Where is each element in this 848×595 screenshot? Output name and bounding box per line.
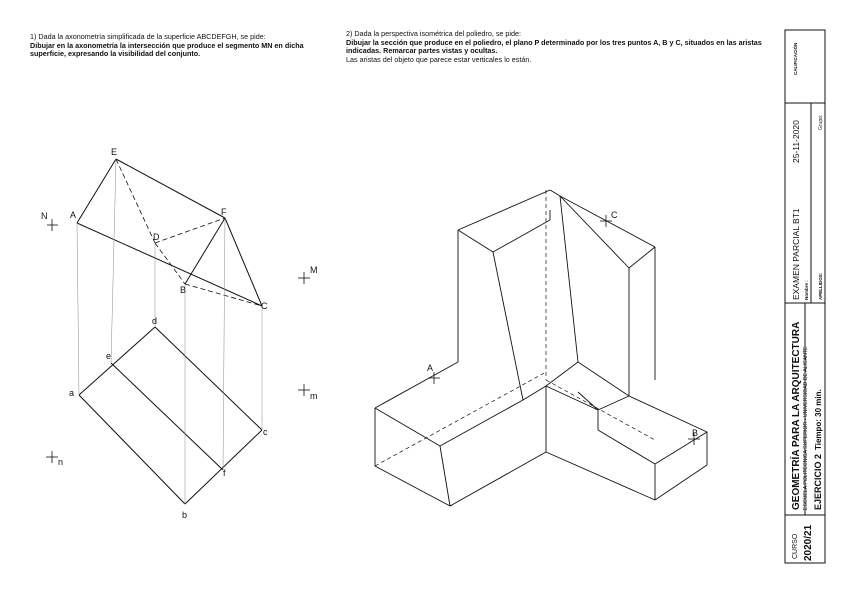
calificacion-label: CALIFICACIÓN <box>793 42 798 75</box>
question-1-intro: 1) Dada la axonometría simplificada de la superficie ABCDEFGH, se pide: <box>30 32 266 41</box>
label-n: n <box>58 457 64 467</box>
figure-1-hidden-edges <box>116 159 262 306</box>
label-F: F <box>221 207 227 217</box>
title-block-frame <box>785 30 825 563</box>
label-M: M <box>310 265 318 275</box>
apellidos-label: APELLIDOS: <box>818 272 823 300</box>
label-e: e <box>106 351 112 361</box>
school-name: ESCUELA POLITÉCNICA SUPERIOR - UNIVERSIDAD DE ALICANTE <box>803 346 809 510</box>
label-d: d <box>152 316 158 326</box>
label-E: E <box>111 147 118 157</box>
grupo-label: Grupo: <box>818 114 824 130</box>
label-D: D <box>153 232 160 242</box>
label-C: C <box>261 301 268 311</box>
label-C-iso: C <box>611 210 618 220</box>
time-label: Tiempo: 30 min. <box>814 389 823 450</box>
question-2-task: Dibujar la sección que produce en el poliedro, el plano P determinado por los tres puntos A, B y C, situados en las aristas indicadas. Remarcar partes vistas y ocultas. <box>346 37 762 56</box>
date-label: 25-11-2020 <box>791 120 801 163</box>
exam-label: EXAMEN PARCIAL BT1 <box>791 208 801 300</box>
label-A-iso: A <box>427 363 434 373</box>
question-1-task: Dibujar en la axonometría la intersección que produce el segmento MN en dicha superficie, expresando la visibilidad del conjunto. <box>30 40 304 59</box>
figure-1-projectors <box>77 159 262 504</box>
figure-1-visible-edges <box>77 159 262 504</box>
curso-value: 2020/21 <box>803 524 814 561</box>
label-B: B <box>180 285 187 295</box>
exercise-label: EJERCICIO 2 <box>813 453 823 510</box>
label-B-iso: B <box>692 428 699 438</box>
label-a: a <box>69 388 75 398</box>
figure-2-hidden-edges <box>375 190 655 506</box>
curso-label-visible: CURSO <box>792 533 799 559</box>
question-2-intro: 2) Dada la perspectiva isométrica del poliedro, se pide: <box>346 29 521 38</box>
label-c: c <box>263 427 268 437</box>
figure-2-points <box>428 215 700 445</box>
label-N: N <box>41 211 48 221</box>
subject-title: GEOMETRÍA PARA LA ARQUITECTURA <box>791 321 802 510</box>
label-f: f <box>223 468 226 478</box>
nombre-label: Nombre : <box>804 280 809 300</box>
label-A: A <box>70 210 77 220</box>
question-2-note: Las aristas del objeto que parece estar verticales lo están. <box>346 54 532 64</box>
figure-2-visible-edges <box>375 190 707 506</box>
label-m: m <box>310 391 318 401</box>
question-2 <box>346 30 766 64</box>
label-b: b <box>182 510 188 520</box>
question-1 <box>30 33 335 59</box>
figure-1-points <box>46 219 310 463</box>
